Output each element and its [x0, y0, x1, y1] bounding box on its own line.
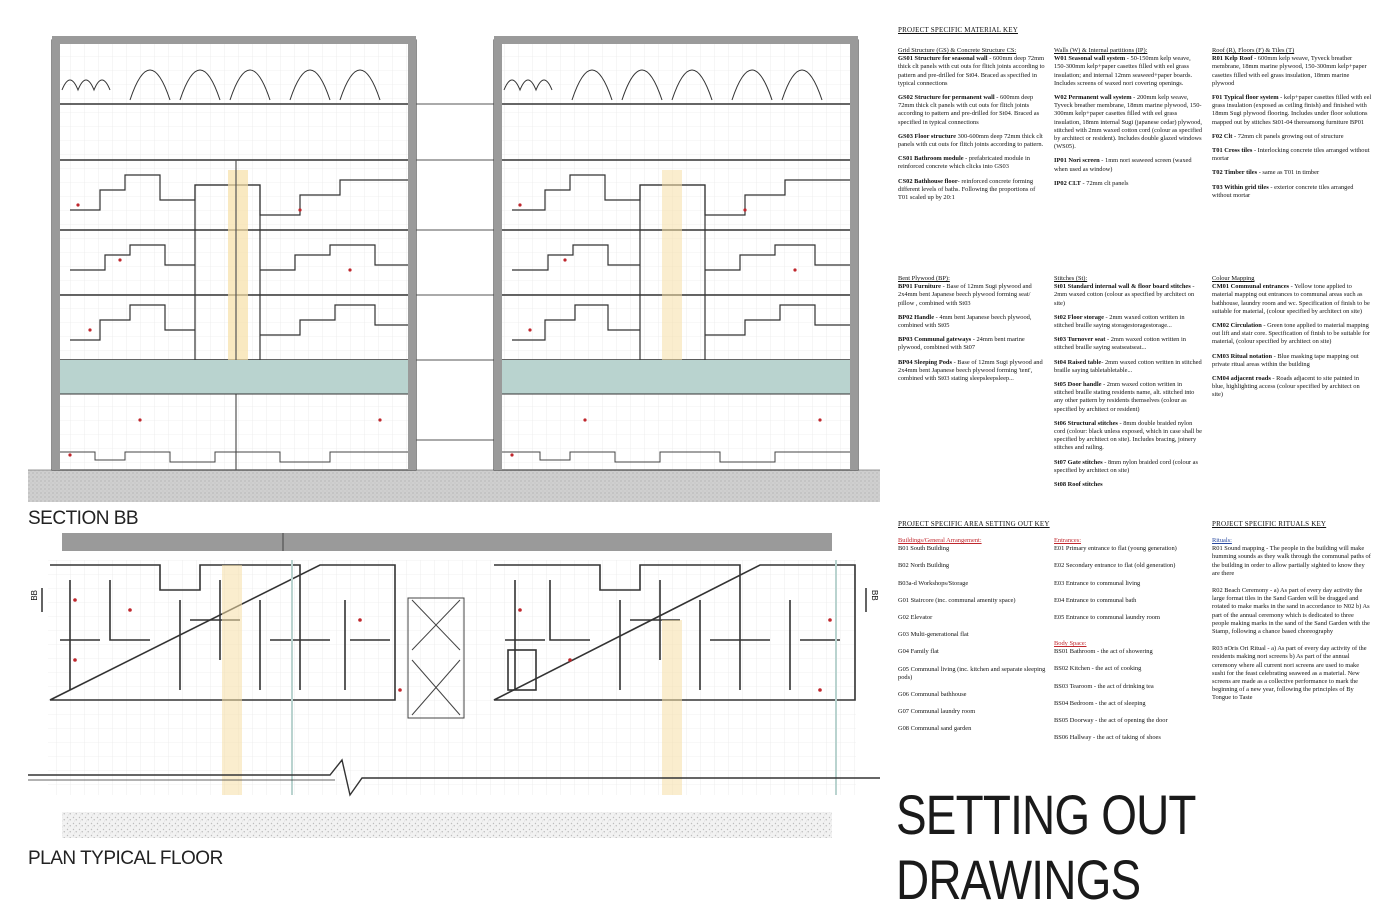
key-item: B02 North Building: [898, 562, 950, 570]
material-key-item: CM03 Ritual notation - Blue masking tape mapping out private ritual areas within the building: [1212, 352, 1359, 368]
key-item: B03a-d Workshops/Storage: [898, 579, 969, 587]
material-key-item: W02 Permanent wall system - 200mm kelp weave, Tyveck breather membrane, 18mm marine plywood, 150-300mm kelp+paper casettes filled with eel grass insulation, 18mm internal Sugi (japanese cedar) plywood, stitched with 2mm waxed cotton cord (colour as specified by architect or resident). Includes double glazed windows (WS05).: [1054, 94, 1203, 151]
key-item: G01 Staircore (inc. communal amenity space): [898, 596, 1016, 604]
material-key-col-colour: [1212, 272, 1372, 406]
material-key-item: BP04 Sleeping Pods - Base of 12mm Sugi plywood and 2x4mm bent Japanese beech plywood forming 'tent', combined with St03 stating sleepsleepsleep...: [898, 358, 1043, 383]
key-item: E05 Entrance to communal laundry room: [1054, 614, 1160, 622]
key-subheading: Entrances:: [1054, 537, 1081, 544]
section-links: [416, 104, 494, 440]
key-item: G03 Multi-generational flat: [898, 631, 969, 639]
material-key-col-stitches: [1054, 272, 1202, 495]
key-item: R01 Sound mapping - The people in the building will make humming sounds as they walk through the communal paths of the building in order to allow partially sighted to know they are there: [1212, 545, 1371, 577]
key-subheading: Rituals:: [1212, 537, 1232, 544]
key-item: R03 nOris Ori Ritual - a) As part of every day activity of the residents making nori screens b) As part of the annual ceremony where all current nori screens are used to make sushi for the feast celebrating seaweed as a material. New screens are made as a collective performance to mark the beginning of a new year, following the principles of By Tongue to Taste: [1212, 645, 1367, 702]
plan-top-road: [62, 533, 832, 551]
material-key-item: BP01 Furniture - Base of 12mm Sugi plywood and 2x4mm bent Japanese beech plywood forming seat/ pillow , combined with St03: [898, 283, 1032, 307]
material-key-item: R01 Kelp Roof - 600mm kelp weave, Tyveck breather membrane, 18mm marine plywood, 150-300mm kelp+paper casettes filled with eel grass insulation, 18mm marine plywood: [1212, 55, 1367, 87]
material-key-item: GS02 Structure for permanent wall - 600mm deep 72mm thick clt panels with cut outs for flitch joints according to pattern and pre-drilled for St04. Braced as specified in typical connections: [898, 94, 1040, 126]
area-key-entrances: [1054, 537, 1204, 631]
rituals-key-list: [1212, 537, 1372, 712]
material-key-item: CM02 Circulation - Green tone applied to material mapping out lift and stair core. Specification of finish to be suitable for material, (colour specified by architect on site): [1212, 322, 1370, 346]
key-item: G02 Elevator: [898, 614, 933, 622]
section-mark-right: BB: [870, 590, 879, 601]
section-mark-left: BB: [30, 590, 39, 601]
material-key-item: St05 Door handle - 2mm waxed cotton written in stitched braille stating residents name, alt. stitched into any other pattern by residents themselves (colour as specified by architect or resident): [1054, 381, 1195, 413]
material-key-item: F01 Typical floor system - kelp+paper casettes filled with eel grass insulation (exposed as ceiling finish) and finished with 18mm Sugi plywood flooring. Includes under floor solutions mapped out by stitches St01-04 thereamong furniture BP01: [1212, 94, 1372, 126]
key-item: G04 Family flat: [898, 648, 939, 656]
material-key-subheading: Grid Structure (GS) & Concrete Structure CS:: [898, 47, 1017, 54]
key-item: BS05 Doorway - the act of opening the door: [1054, 717, 1168, 725]
material-key-subheading: Roof (R), Floors (F) & Tiles (T): [1212, 47, 1295, 54]
plan-grid: [48, 560, 856, 795]
area-key-buildings: [898, 537, 1048, 743]
plan-typical-floor: [28, 533, 880, 838]
plan-gravel: [62, 812, 832, 838]
material-key-subheading: Colour Mapping: [1212, 275, 1255, 282]
key-item: G05 Communal living (inc. kitchen and separate sleeping pods): [898, 665, 1046, 681]
material-key-item: St01 Standard internal wall & floor board stitches - 2mm waxed cotton (colour as specified by architect on site): [1054, 283, 1195, 307]
key-item: E01 Primary entrance to flat (young generation): [1054, 545, 1177, 553]
material-key-item: T03 Within grid tiles - exterior concrete tiles arranged without mortar: [1212, 183, 1354, 199]
material-key-item: IP02 CLT - 72mm clt panels: [1054, 179, 1129, 187]
material-key-item: T01 Cross tiles - Interlocking concrete tiles arranged without mortar: [1212, 147, 1370, 163]
material-key-item: St04 Raised table- 2mm waxed cotton written in stitched braille saying tabletabletable...: [1054, 358, 1202, 374]
material-key-item: St02 Floor storage - 2mm waxed cotton written in stitched braille saying storagestoragestorage...: [1054, 313, 1185, 330]
area-key-heading: PROJECT SPECIFIC AREA SETTING OUT KEY: [898, 520, 1050, 528]
section-title: SECTION BB: [28, 508, 139, 529]
material-key-item: St07 Gate stitches - 8mm nylon braided cord (colour as specified by architect on site): [1054, 458, 1198, 474]
material-key-subheading: Bent Plywood (BP):: [898, 275, 950, 282]
key-item: BS06 Hallway - the act of taking of shoes: [1054, 734, 1161, 742]
material-key-item: BP02 Handle - 4mm bent Japanese beech plywood, combined with St05: [898, 313, 1032, 330]
area-key-body: [1054, 640, 1204, 751]
material-key-item: GS03 Floor structure 300-600mm deep 72mm thick clt panels with cut outs for flitch joints according to pattern.: [898, 132, 1044, 149]
section-building-right: [494, 36, 858, 470]
material-key-item: T02 Timber tiles - same as T01 in timber: [1212, 169, 1320, 177]
key-item: G07 Communal laundry room: [898, 708, 976, 716]
section-building-left: [52, 36, 416, 470]
material-key-heading: PROJECT SPECIFIC MATERIAL KEY: [898, 26, 1018, 34]
key-item: BS04 Bedroom - the act of sleeping: [1054, 699, 1146, 707]
section-bb: [28, 36, 880, 502]
section-ground: [28, 470, 880, 502]
material-key-item: St03 Turnover seat - 2mm waxed cotton written in stitched braille saying seatseatseat...: [1054, 336, 1186, 352]
material-key-col-grid: [898, 44, 1046, 208]
material-key-item: IP01 Nori screen - 1mm nori seaweed screen (waxed when used as window): [1054, 157, 1192, 173]
key-item: E04 Entrance to communal bath: [1054, 596, 1137, 604]
material-key-col-walls: [1054, 44, 1202, 194]
material-key-subheading: Stitches (St):: [1054, 275, 1088, 282]
plan-title: PLAN TYPICAL FLOOR: [28, 848, 223, 869]
key-item: G06 Communal bathhouse: [898, 691, 967, 699]
key-item: R02 Beach Ceremony - a) As part of every day activity the large format tiles in the Sand Garden will be dragged and rotated to make marks in the sand in accordance to N02 b) As part of the annual ceremony which is dedicated to three people making marks in the sand of the Sand Garden with the Stamp, following a chance based choreography: [1212, 587, 1370, 636]
material-key-item: CS02 Bathhouse floor- reinforced concrete forming different levels of baths. Following the proportions of T01 scaled up by 20:1: [898, 177, 1036, 202]
material-key-col-roof: [1212, 44, 1372, 206]
material-key-item: W01 Seasonal wall system - 50-150mm kelp weave, 150-300mm kelp+paper casettes filled with eel grass insulation; and internal 12mm seaweed+paper boards. Includes screens of waxed nori covering openings.: [1054, 55, 1193, 87]
sheet-title: SETTING OUT DRAWINGS: [896, 783, 1195, 911]
material-key-item: St06 Structural stitches - 8mm double braided nylon cord (colour: black unless exposed, which in case shall be specified by architect on site). Includes bracing, joinery stitches and railing.: [1054, 419, 1203, 452]
material-key-item: CM01 Communal entrances - Yellow tone applied to material mapping out entrances to communal areas such as bathhouse, laundry room and wc. Specification of finish to be suitable for material, (colour specified by architect on site): [1212, 283, 1370, 315]
material-key-col-bent: [898, 272, 1046, 389]
material-key-item: BP03 Communal gateways - 24mm bent marine plywood, combined with St07: [898, 336, 1025, 352]
rituals-key-heading: PROJECT SPECIFIC RITUALS KEY: [1212, 520, 1327, 528]
key-item: B01 South Building: [898, 545, 950, 553]
key-item: E02 Secondary entrance to flat (old generation): [1054, 562, 1176, 570]
material-key-item: St08 Roof stitches: [1054, 481, 1103, 489]
material-key-item: CM04 adjacent roads - Roads adjacent to site painted in blue, highlighting access (colour specified by architect on site): [1212, 375, 1360, 399]
key-item: BS02 Kitchen - the act of cooking: [1054, 665, 1142, 673]
key-subheading: Body Space:: [1054, 640, 1087, 647]
material-key-item: CS01 Bathroom module - prefabricated module in reinforced concrete which clicks into GS03: [898, 155, 1030, 171]
key-item: BS01 Bathroom - the act of showering: [1054, 648, 1153, 656]
key-item: E03 Entrance to communal living: [1054, 579, 1141, 587]
key-subheading: Buildings/General Arrangement:: [898, 537, 982, 544]
material-key-subheading: Walls (W) & Internal partitions (IP):: [1054, 47, 1148, 54]
key-item: G08 Communal sand garden: [898, 725, 972, 733]
material-key-item: GS01 Structure for seasonal wall - 600mm deep 72mm thick clt panels with cut outs for flitch joints according to pattern and pre-drilled for St04. Braced as specified in typical connections: [898, 55, 1045, 87]
key-item: BS03 Tearoom - the act of drinking tea: [1054, 682, 1154, 690]
material-key-item: F02 Clt - 72mm clt panels growing out of structure: [1212, 132, 1344, 140]
